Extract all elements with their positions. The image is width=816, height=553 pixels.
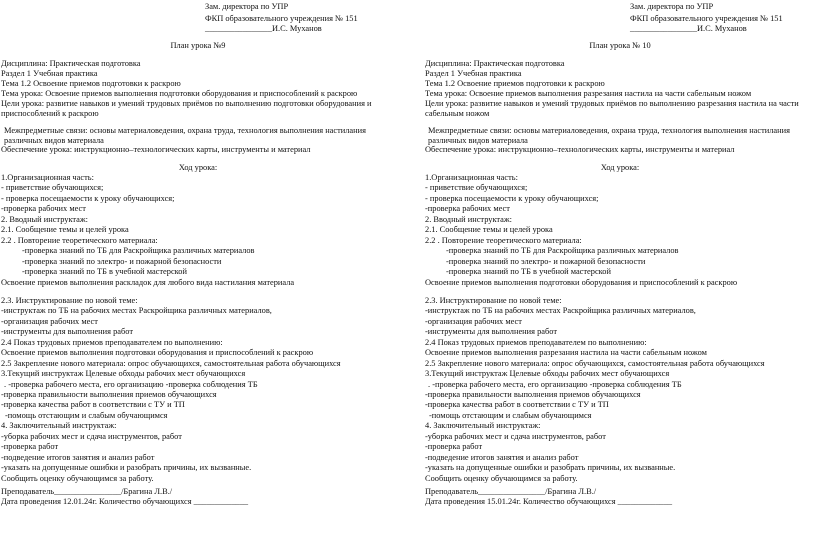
lesson-step: -проверка знаний по электро- и пожарной безопасности	[22, 256, 222, 266]
lesson-progress-title: Ход урока:	[178, 163, 218, 172]
teacher-signature-line: Преподаватель________________/Брагина Л.В./	[1, 487, 173, 496]
intersubject-links: Межпредметные связи: основы материаловедения, охрана труда, технология выполнения настилания различных видов материала	[4, 126, 366, 145]
lesson-step: -проверка знаний по электро- и пожарной безопасности	[446, 256, 646, 266]
lesson-step: -уборка рабочих мест и сдача инструментов, работ	[1, 431, 182, 441]
lesson-step: 4. Заключительный инструктаж:	[425, 421, 541, 431]
lesson-step: -проверка работ	[1, 442, 59, 452]
lesson-step: . -проверка рабочего места, его организацию -проверка соблюдения ТБ	[4, 379, 258, 389]
lesson-topic-line: Тема урока: Освоение приемов выполнения разрезания настила на части сабельным ножом	[425, 89, 752, 98]
lesson-step: 2.4 Показ трудовых приемов преподавателем по выполнению:	[1, 337, 223, 347]
lesson-step: 3.Текущий инструктаж Целевые обходы рабочих мест обучающихся	[1, 369, 246, 379]
lesson-date-line: Дата проведения 12.01.24г. Количество обучающихся _____________	[1, 497, 249, 506]
lesson-step: -подведение итогов занятия и анализ работ	[425, 452, 579, 462]
lesson-step: -проверка правильности выполнения приемов обучающихся	[425, 390, 641, 399]
lesson-step: 3.Текущий инструктаж Целевые обходы рабочих мест обучающихся	[425, 369, 670, 379]
lesson-step: -проверка знаний по ТБ в учебной мастерской	[22, 267, 187, 277]
lesson-step: 2.5 Закрепление нового материала: опрос обучающихся, самостоятельная работа обучающихся	[425, 358, 765, 368]
lesson-progress-title: Ход урока:	[600, 163, 640, 172]
lesson-step: -помощь отстающим и слабым обучающимся	[429, 410, 592, 420]
lesson-step: - приветствие обучающихся;	[425, 183, 528, 193]
discipline-line: Дисциплина: Практическая подготовка	[1, 59, 141, 68]
lesson-step: -инструктаж по ТБ на рабочих местах Раскройщика различных материалов,	[1, 306, 272, 316]
lesson-step: 2.3. Инструктирование по новой теме:	[1, 295, 138, 305]
lesson-plan-10	[424, 0, 816, 553]
lesson-step: Сообщить оценку обучающимся за работу.	[425, 473, 578, 483]
lesson-step: . -проверка рабочего места, его организацию -проверка соблюдения ТБ	[428, 379, 682, 389]
approval-line-institution: ФКП образовательного учреждения № 151	[205, 14, 358, 23]
lesson-step: -проверка рабочих мест	[1, 204, 86, 214]
plan-title: План урока №9	[170, 41, 226, 50]
topic-line: Тема 1.2 Освоение приемов подготовки к раскрою	[425, 79, 605, 88]
lesson-step: -указать на допущенные ошибки и разобрать причины, их вызванные.	[425, 463, 676, 473]
discipline-line: Дисциплина: Практическая подготовка	[425, 59, 565, 68]
lesson-step: 2. Вводный инструктаж:	[1, 214, 89, 224]
lesson-step: 2.4 Показ трудовых приемов преподавателем по выполнению:	[425, 337, 647, 347]
lesson-step: -помощь отстающим и слабым обучающимся	[5, 410, 168, 420]
topic-line: Тема 1.2 Освоение приемов подготовки к раскрою	[1, 79, 181, 88]
approval-line-position: Зам. директора по УПР	[630, 2, 714, 11]
lesson-step: Освоение приемов выполнения подготовки оборудования и приспособлений к раскрою	[425, 277, 738, 287]
approval-line-position: Зам. директора по УПР	[205, 2, 289, 11]
lesson-step: -организация рабочих мест	[1, 316, 98, 326]
section-line: Раздел 1 Учебная практика	[425, 69, 522, 78]
lesson-step: 2.2 . Повторение теоретического материала:	[425, 235, 582, 245]
lesson-step: -указать на допущенные ошибки и разобрать причины, их вызванные.	[1, 463, 252, 473]
lesson-step: -проверка знаний по ТБ для Раскройщика различных материалов	[22, 246, 255, 256]
lesson-step: 2. Вводный инструктаж:	[425, 214, 513, 224]
lesson-step: -проверка знаний по ТБ в учебной мастерской	[446, 267, 611, 277]
lesson-step: 4. Заключительный инструктаж:	[1, 421, 117, 431]
lesson-step: 2.5 Закрепление нового материала: опрос обучающихся, самостоятельная работа обучающихся	[1, 358, 341, 368]
section-line: Раздел 1 Учебная практика	[1, 69, 98, 78]
lesson-step: Освоение приемов выполнения раскладок для любого вида настилания материала	[1, 277, 295, 287]
lesson-step: 1.Организационная часть:	[1, 173, 94, 182]
approval-line-signature: ________________И.С. Муханов	[630, 24, 747, 33]
lesson-step: 2.2 . Повторение теоретического материала:	[1, 235, 158, 245]
lesson-step: -проверка знаний по ТБ для Раскройщика различных материалов	[446, 246, 679, 256]
lesson-step: Сообщить оценку обучающимся за работу.	[1, 473, 154, 483]
approval-line-signature: ________________И.С. Муханов	[205, 24, 322, 33]
lesson-step: -проверка работ	[425, 442, 483, 452]
lesson-step: - проверка посещаемости к уроку обучающихся;	[425, 193, 599, 203]
lesson-step: -подведение итогов занятия и анализ работ	[1, 452, 155, 462]
lesson-topic-line: Тема урока: Освоение приемов выполнения подготовки оборудования и приспособлений к раскрою	[1, 89, 358, 98]
lesson-step: - приветствие обучающихся;	[1, 183, 104, 193]
lesson-plan-9	[0, 0, 396, 553]
lesson-step: -инструменты для выполнения работ	[1, 327, 133, 337]
lesson-provision: Обеспечение урока: инструкционно–технологических карты, инструменты и материал	[1, 145, 311, 154]
lesson-step: -проверка качества работ в соответствии с ТУ и ТП	[425, 400, 609, 410]
intersubject-links: Межпредметные связи: основы материаловедения, охрана труда, технология выполнения настилания различных видов материала	[428, 126, 790, 145]
lesson-step: 1.Организационная часть:	[425, 173, 518, 182]
teacher-signature-line: Преподаватель________________/Брагина Л.В./	[425, 487, 597, 496]
lesson-step: Освоение приемов выполнения подготовки оборудования и приспособлений к раскрою	[1, 348, 314, 358]
lesson-step: Освоение приемов выполнения разрезания настила на части сабельным ножом	[425, 348, 707, 358]
lesson-step: -уборка рабочих мест и сдача инструментов, работ	[425, 431, 606, 441]
lesson-step: -проверка качества работ в соответствии с ТУ и ТП	[1, 400, 185, 410]
approval-line-institution: ФКП образовательного учреждения № 151	[630, 14, 783, 23]
plan-title: План урока № 10	[589, 41, 651, 50]
lesson-step: -инструктаж по ТБ на рабочих местах Раскройщика различных материалов,	[425, 306, 696, 316]
lesson-step: - проверка посещаемости к уроку обучающихся;	[1, 193, 175, 203]
lesson-step: 2.1. Сообщение темы и целей урока	[1, 225, 129, 235]
lesson-date-line: Дата проведения 15.01.24г. Количество обучающихся _____________	[425, 497, 673, 506]
lesson-goals: Цели урока: развитие навыков и умений трудовых приёмов по выполнению разрезания настила на части сабельным ножом	[425, 99, 799, 118]
lesson-step: 2.3. Инструктирование по новой теме:	[425, 295, 562, 305]
lesson-goals: Цели урока: развитие навыков и умений трудовых приёмов по выполнению подготовки оборудования и приспособлений к раскрою	[1, 99, 372, 118]
lesson-step: -проверка правильности выполнения приемов обучающихся	[1, 390, 217, 399]
lesson-step: -инструменты для выполнения работ	[425, 327, 557, 337]
lesson-step: -проверка рабочих мест	[425, 204, 510, 214]
lesson-step: -организация рабочих мест	[425, 316, 522, 326]
lesson-provision: Обеспечение урока: инструкционно–технологических карты, инструменты и материал	[425, 145, 735, 154]
lesson-step: 2.1. Сообщение темы и целей урока	[425, 225, 553, 235]
